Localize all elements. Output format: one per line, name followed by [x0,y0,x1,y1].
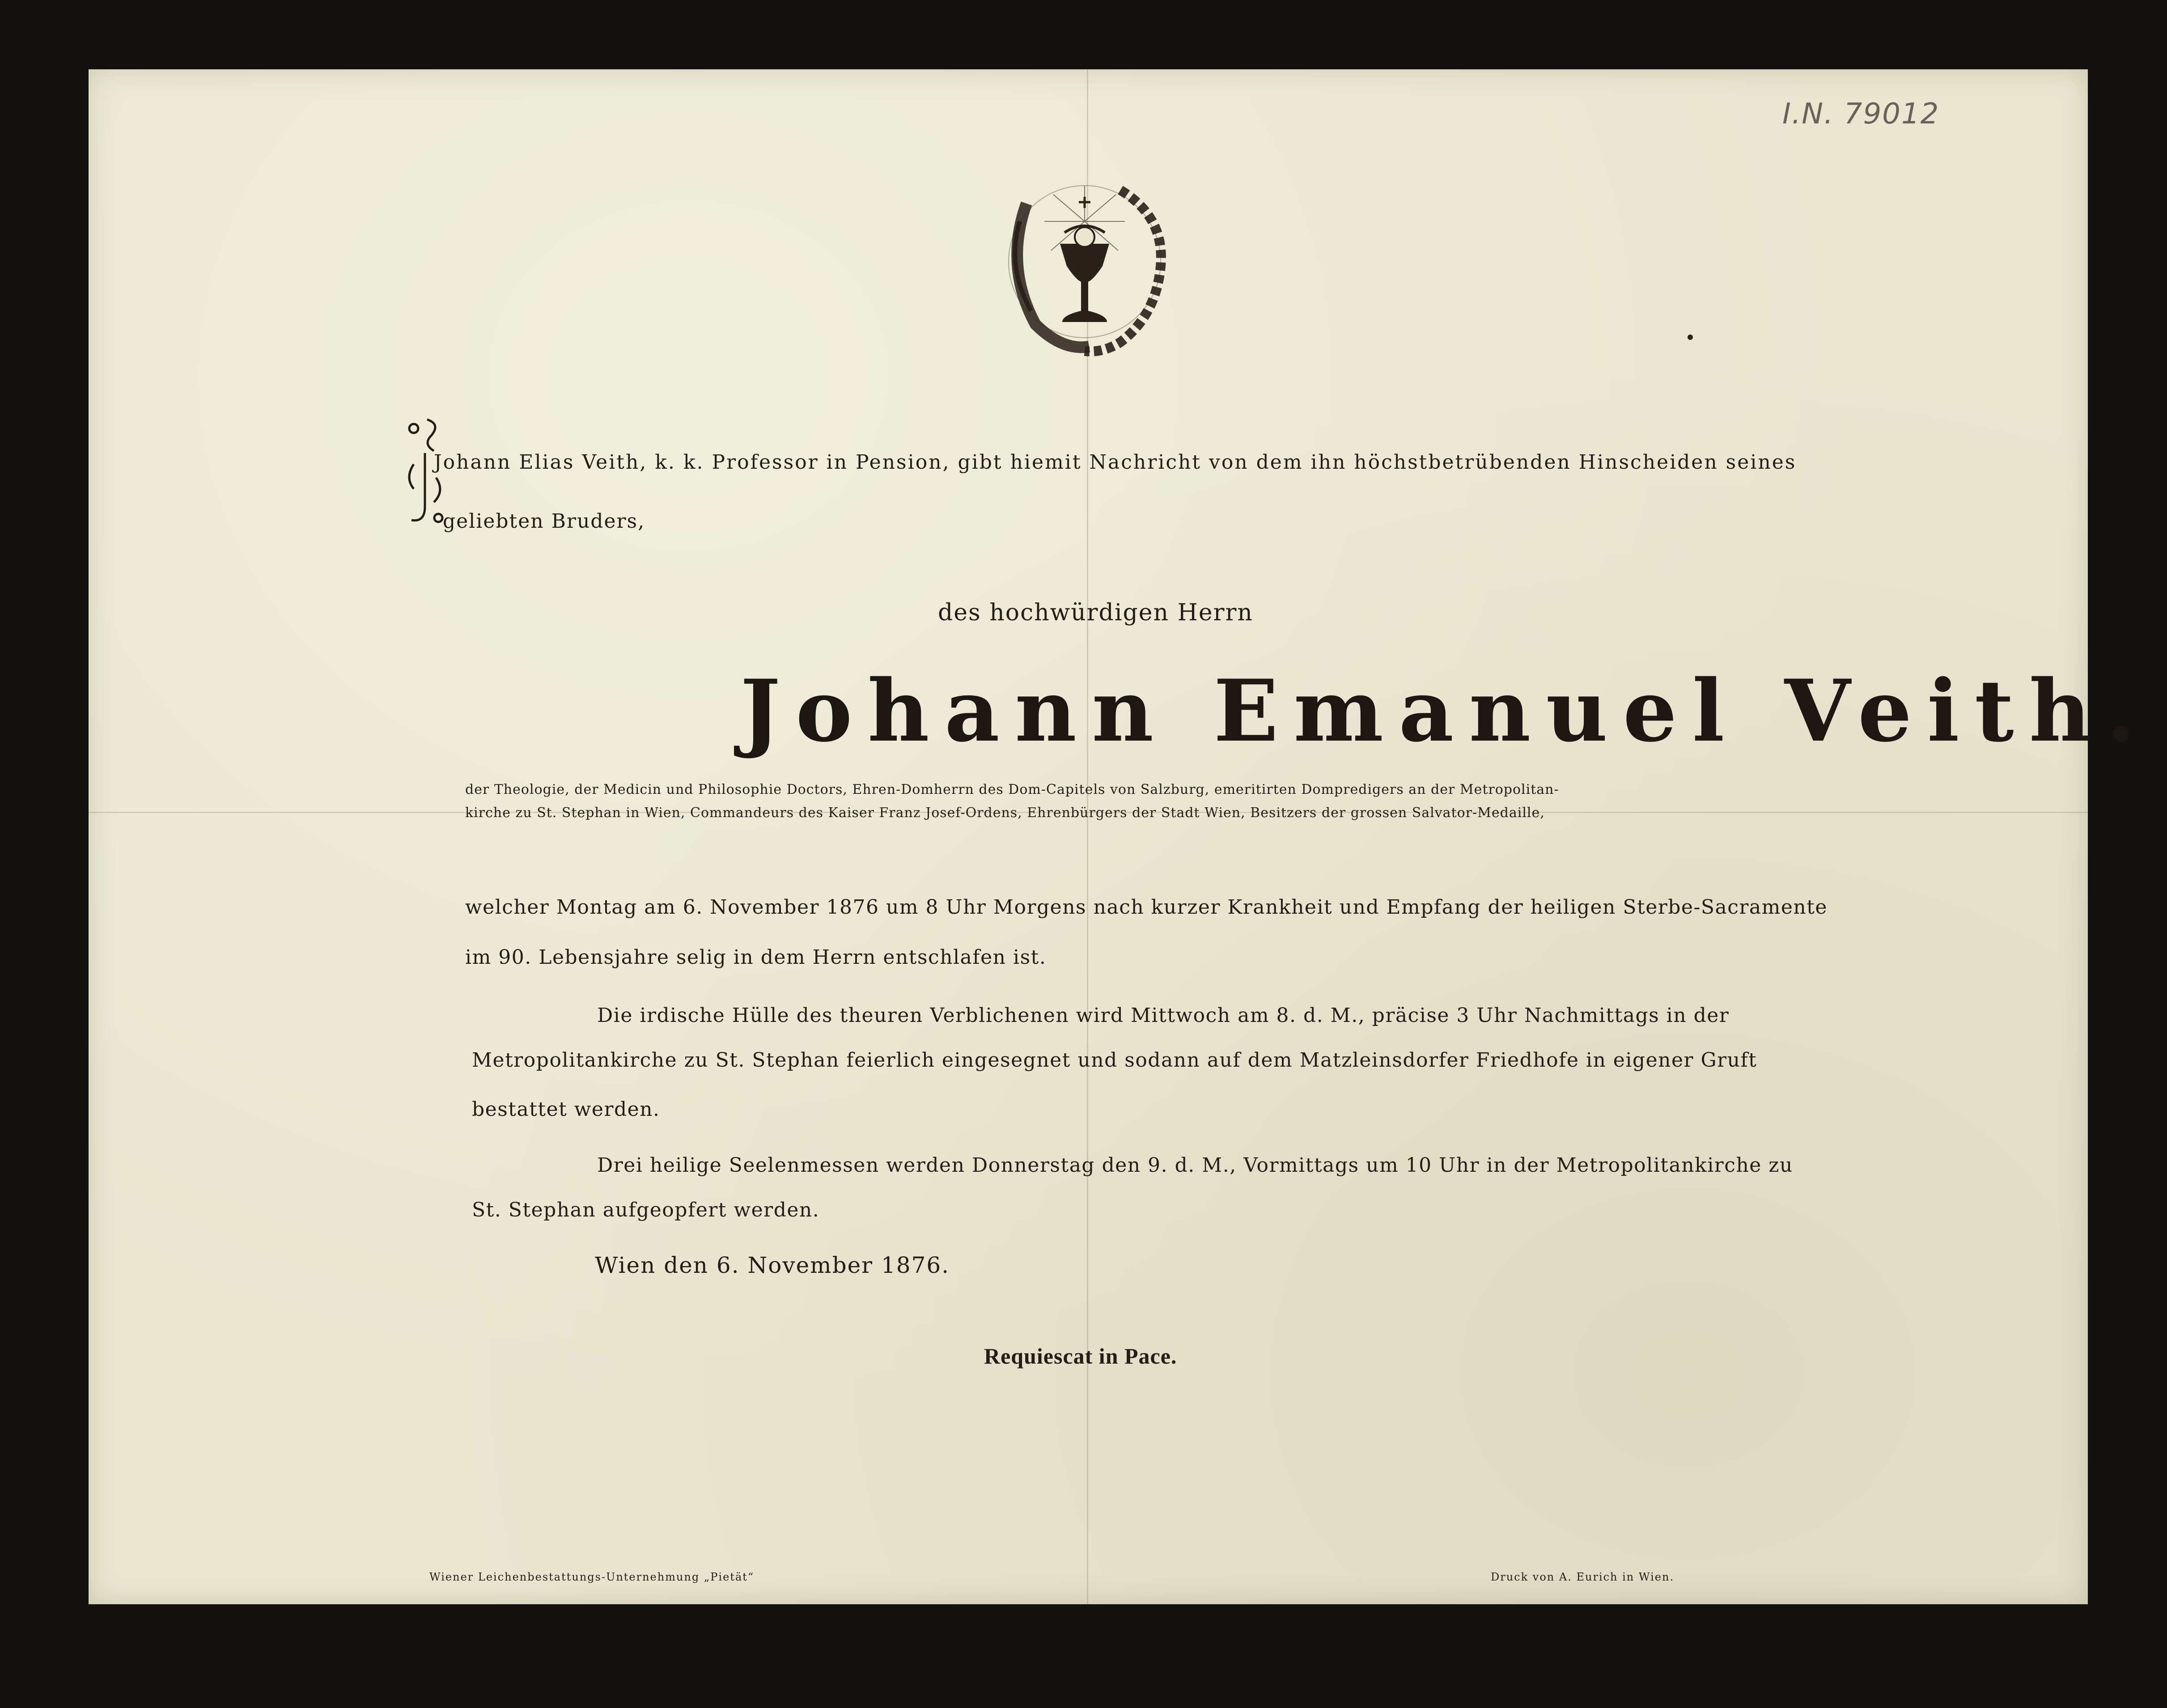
deceased-name: Johann Emanuel Veith. [740,661,2151,761]
titles-line-1: der Theologie, der Medicin und Philosophie Doctors, Ehren-Domherrn des Dom-Capitels von Salzburg, emeritirten Dompredigers an der Metropolitan- [465,782,1559,797]
burial-line-3: bestattet werden. [472,1098,660,1121]
salutation: des hochwürdigen Herrn [938,599,1253,626]
ink-dot [1688,335,1693,340]
mass-line-1: Drei heilige Seelenmessen werden Donnerstag den 9. d. M., Vormittags um 10 Uhr in der Metropolitankirche zu [597,1154,1793,1177]
place-date: Wien den 6. November 1876. [595,1252,950,1278]
intro-line-2: geliebten Bruders, [443,510,645,533]
death-line-1: welcher Montag am 6. November 1876 um 8 Uhr Morgens nach kurzer Krankheit und Empfang der heiligen Sterbe-Sacramente [465,896,1828,919]
chalice-wreath-emblem-icon [973,154,1196,378]
burial-line-2: Metropolitankirche zu St. Stephan feierlich eingesegnet und sodann auf dem Matzleinsdorfer Friedhofe in eigener Gruft [472,1049,1757,1072]
footer-printer: Druck von A. Eurich in Wien. [1491,1571,1675,1583]
death-line-2: im 90. Lebensjahre selig in dem Herrn entschlafen ist. [465,946,1047,969]
titles-line-2: kirche zu St. Stephan in Wien, Commandeurs des Kaiser Franz Josef-Ordens, Ehrenbürgers der Stadt Wien, Besitzers der grossen Salvator-Medaille, [465,805,1545,821]
burial-line-1: Die irdische Hülle des theuren Verblichenen wird Mittwoch am 8. d. M., präcise 3 Uhr Nachmittags in der [597,1004,1730,1027]
footer-funeral-company: Wiener Leichenbestattungs-Unternehmung „Pietät“ [429,1571,755,1583]
closing-requiescat: Requiescat in Pace. [984,1344,1177,1369]
inventory-number: I.N. 79012 [1782,97,1940,131]
mass-line-2: St. Stephan aufgeopfert werden. [472,1199,820,1221]
intro-line-1: Johann Elias Veith, k. k. Professor in Pension, gibt hiemit Nachricht von dem ihn höchstbetrübenden Hinscheiden seines [434,451,1797,474]
